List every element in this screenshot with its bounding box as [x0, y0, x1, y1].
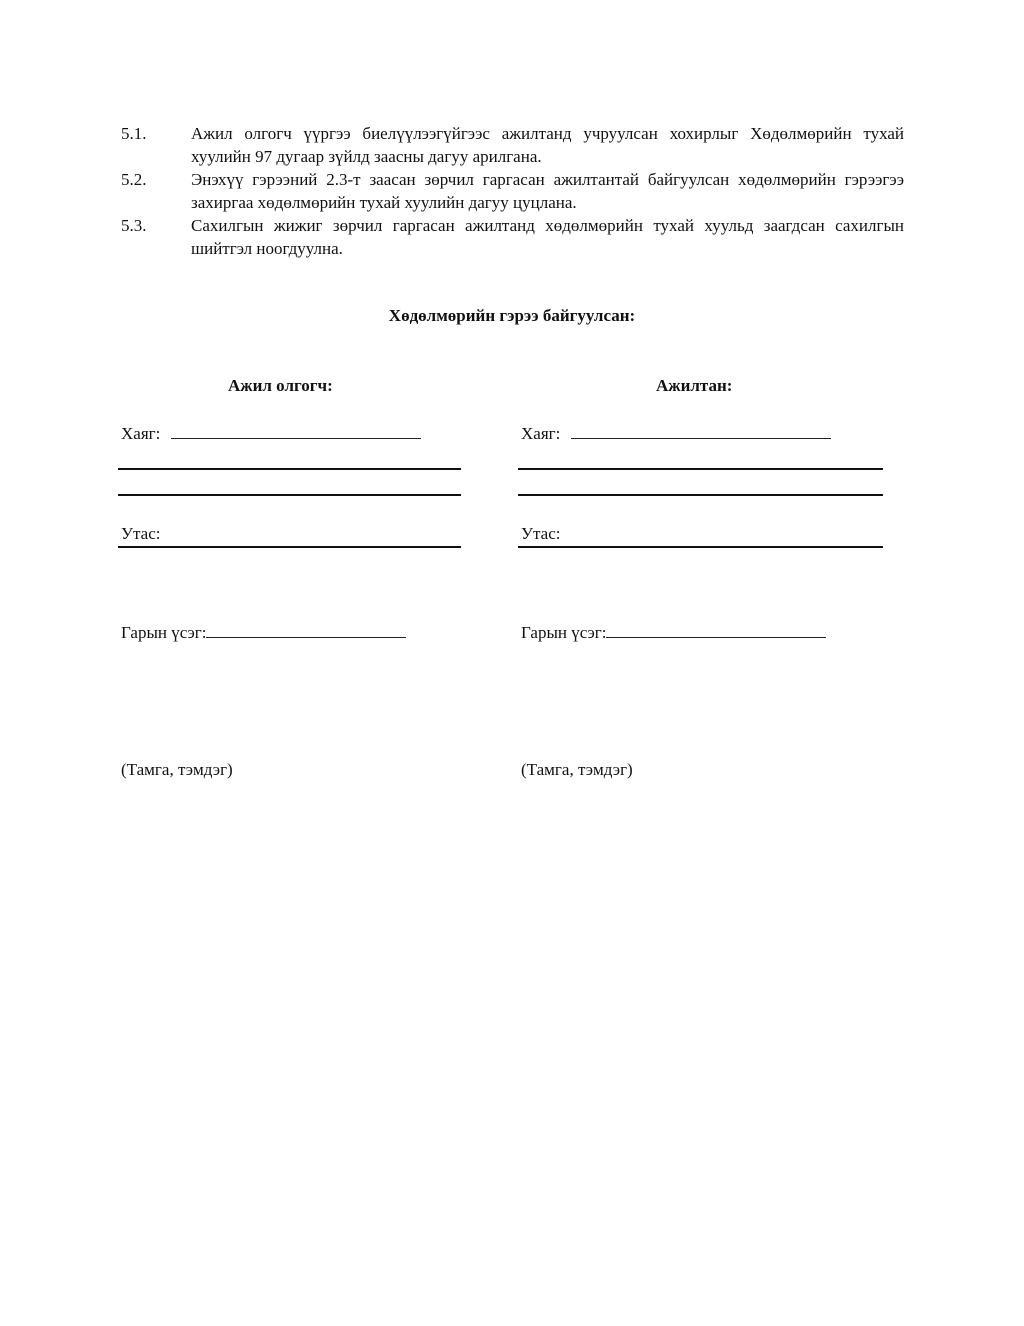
employee-address-label: Хаяг:	[521, 424, 561, 443]
employer-address-field	[121, 422, 421, 445]
employer-address-line-2[interactable]	[118, 468, 461, 470]
employer-address-line-3[interactable]	[118, 494, 461, 496]
employee-address-field	[521, 422, 831, 445]
employee-signature-label: Гарын үсэг:	[521, 623, 607, 642]
employee-signature-field	[521, 621, 826, 644]
employee-seal-label: (Тамга, тэмдэг)	[521, 760, 633, 779]
employer-title: Ажил олгогч:	[228, 376, 333, 395]
employer-phone-line[interactable]	[118, 546, 461, 548]
employee-phone-label: Утас:	[521, 524, 561, 543]
employee-address-line-2[interactable]	[518, 468, 883, 470]
clause-number: 5.3.	[121, 216, 147, 235]
clause-text: Сахилгын жижиг зөрчил гаргасан ажилтанд хөдөлмөрийн тухай хуульд заагдсан сахилгын шийтгэл ноогдуулна.	[191, 216, 904, 258]
signatures-heading: Хөдөлмөрийн гэрээ байгуулсан:	[388, 306, 636, 325]
clause-number: 5.1.	[121, 124, 147, 143]
employee-address-line-3[interactable]	[518, 494, 883, 496]
employee-address-blank[interactable]	[571, 423, 831, 439]
employer-phone-label: Утас:	[121, 524, 161, 543]
employer-signature-blank[interactable]	[206, 622, 406, 638]
employer-signature-label: Гарын үсэг:	[121, 623, 207, 642]
clause-5-1	[121, 122, 904, 168]
clause-5-2	[121, 168, 904, 214]
clause-text: Ажил олгогч үүргээ биелүүлээгүйгээс ажилтанд учруулсан хохирлыг Хөдөлмөрийн тухай хуулийн 97 дугаар зүйлд заасны дагуу арилгана.	[191, 124, 904, 166]
employer-address-label: Хаяг:	[121, 424, 161, 443]
employee-phone-line[interactable]	[518, 546, 883, 548]
employer-address-blank[interactable]	[171, 423, 421, 439]
employer-seal-label: (Тамга, тэмдэг)	[121, 760, 233, 779]
employer-signature-field	[121, 621, 406, 644]
clause-text: Энэхүү гэрээний 2.3-т заасан зөрчил гаргасан ажилтантай байгуулсан хөдөлмөрийн гэрээгээ захиргаа хөдөлмөрийн тухай хуулийн дагуу цуцлана.	[191, 170, 904, 212]
clause-number: 5.2.	[121, 170, 147, 189]
employee-title: Ажилтан:	[656, 376, 733, 395]
clause-5-3	[121, 214, 904, 260]
employee-signature-blank[interactable]	[606, 622, 826, 638]
